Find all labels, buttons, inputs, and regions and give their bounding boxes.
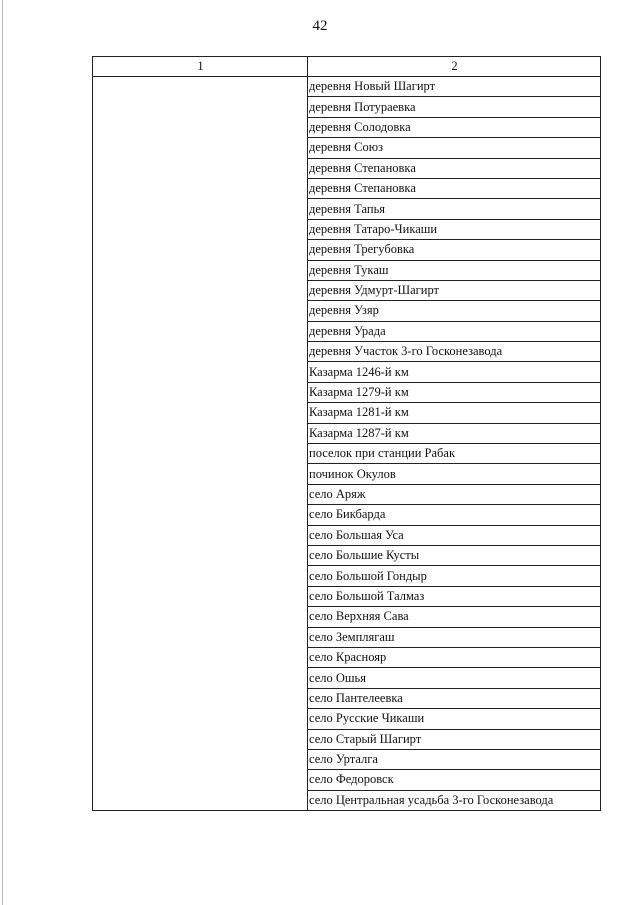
settlement-name-cell: деревня Татаро-Чикаши [308, 219, 601, 239]
settlement-name-cell: деревня Трегубовка [308, 240, 601, 260]
table-row [93, 77, 601, 97]
settlement-name-cell: село Большие Кусты [308, 545, 601, 565]
settlement-name-cell: село Большая Уса [308, 525, 601, 545]
settlement-name-cell: деревня Степановка [308, 158, 601, 178]
settlement-name-cell: деревня Союз [308, 138, 601, 158]
column-1-cell [93, 77, 308, 811]
settlement-name-cell: Казарма 1287-й км [308, 423, 601, 443]
settlement-name-cell: деревня Тапья [308, 199, 601, 219]
scan-edge-line [2, 0, 3, 905]
settlement-name-cell: село Земплягаш [308, 627, 601, 647]
table-body [93, 77, 601, 811]
settlement-name-cell: деревня Урада [308, 321, 601, 341]
settlement-name-cell: село Урталга [308, 749, 601, 769]
settlement-name-cell: деревня Потураевка [308, 97, 601, 117]
column-header-1: 1 [93, 57, 308, 77]
settlement-name-cell: село Верхняя Сава [308, 607, 601, 627]
settlement-name-cell: село Центральная усадьба 3-го Госконезавода [308, 790, 601, 810]
table-header-row [93, 57, 601, 77]
settlement-name-cell: Казарма 1279-й км [308, 382, 601, 402]
settlement-name-cell: село Старый Шагирт [308, 729, 601, 749]
settlement-name-cell: село Русские Чикаши [308, 709, 601, 729]
settlement-name-cell: деревня Узяр [308, 301, 601, 321]
settlement-name-cell: село Краснояр [308, 647, 601, 667]
column-header-2: 2 [308, 57, 601, 77]
settlement-name-cell: деревня Степановка [308, 178, 601, 198]
page-number: 42 [312, 18, 328, 34]
settlement-name-cell: починок Окулов [308, 464, 601, 484]
settlements-table [92, 56, 601, 811]
settlement-name-cell: село Бикбарда [308, 505, 601, 525]
settlement-name-cell: село Пантелеевка [308, 688, 601, 708]
settlement-name-cell: деревня Тукаш [308, 260, 601, 280]
settlement-name-cell: село Федоровск [308, 770, 601, 790]
settlement-name-cell: деревня Новый Шагирт [308, 77, 601, 97]
settlement-name-cell: деревня Участок 3-го Госконезавода [308, 342, 601, 362]
settlement-name-cell: деревня Удмурт-Шагирт [308, 280, 601, 300]
settlement-name-cell: село Большой Гондыр [308, 566, 601, 586]
settlement-name-cell: деревня Солодовка [308, 117, 601, 137]
settlement-name-cell: село Ошья [308, 668, 601, 688]
settlement-name-cell: Казарма 1246-й км [308, 362, 601, 382]
settlement-name-cell: Казарма 1281-й км [308, 403, 601, 423]
settlement-name-cell: село Аряж [308, 484, 601, 504]
settlement-name-cell: поселок при станции Рабак [308, 444, 601, 464]
settlement-name-cell: село Большой Талмаз [308, 586, 601, 606]
